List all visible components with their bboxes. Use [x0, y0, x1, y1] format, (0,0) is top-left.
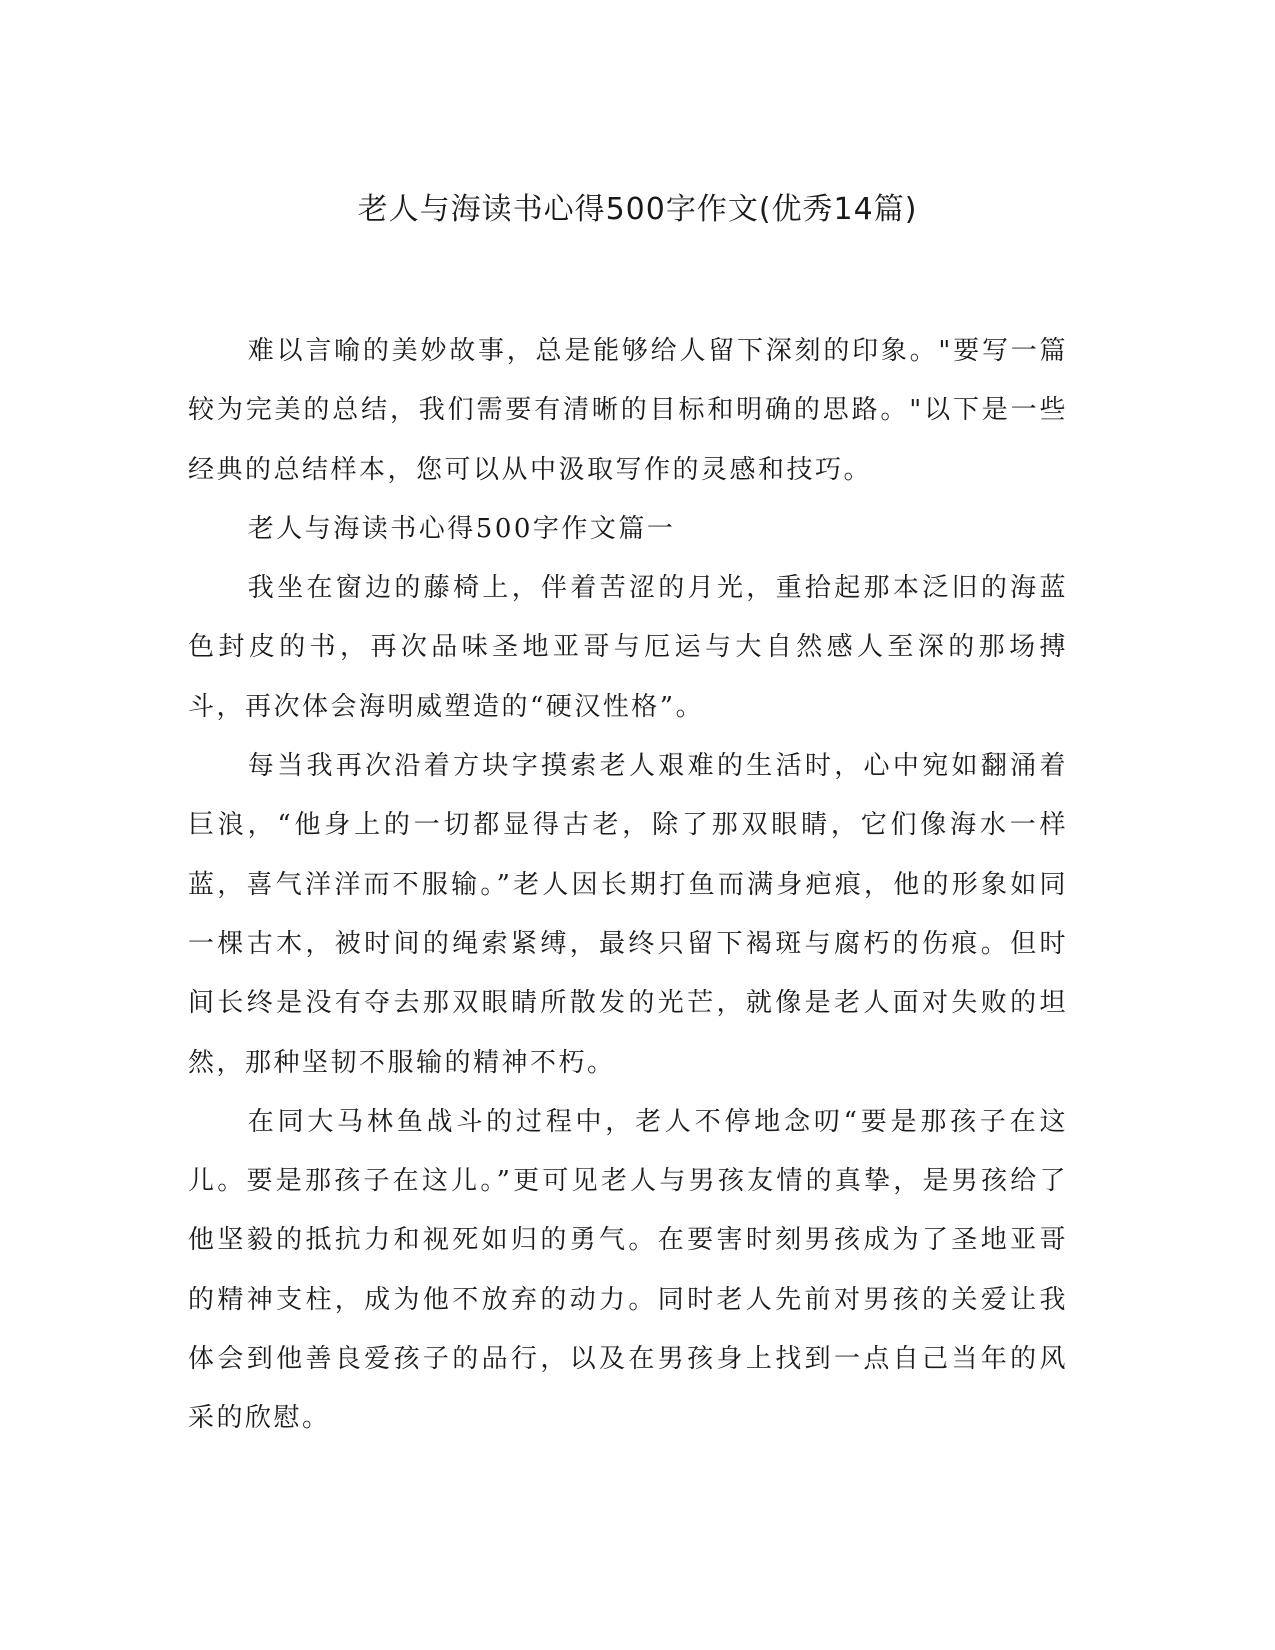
document-title: 老人与海读书心得500字作文(优秀14篇) — [357, 192, 918, 227]
section-heading: 老人与海读书心得500字作文篇一 — [247, 513, 676, 544]
body-paragraph: 我坐在窗边的藤椅上，伴着苦涩的月光，重拾起那本泛旧的海蓝色封皮的书，再次品味圣地亚哥与厄运与大自然感人至深的那场搏斗，再次体会海明威塑造的“硬汉性格”。 — [188, 573, 1068, 722]
document-body — [188, 322, 1068, 1449]
intro-paragraph: 难以言喻的美妙故事，总是能够给人留下深刻的印象。"要写一篇较为完美的总结，我们需要有清晰的目标和明确的思路。"以下是一些经典的总结样本，您可以从中汲取写作的灵感和技巧。 — [188, 336, 1068, 485]
body-paragraph: 每当我再次沿着方块字摸索老人艰难的生活时，心中宛如翻涌着巨浪，“他身上的一切都显得古老，除了那双眼睛，它们像海水一样蓝，喜气洋洋而不服输。”老人因长期打鱼而满身疤痕，他的形象如同一棵古木，被时间的绳索紧缚，最终只留下褐斑与腐朽的伤痕。但时间长终是没有夺去那双眼睛所散发的光芒，就像是老人面对失败的坦然，那种坚韧不服输的精神不朽。 — [188, 751, 1068, 1078]
body-paragraph: 在同大马林鱼战斗的过程中，老人不停地念叨“要是那孩子在这儿。要是那孩子在这儿。”更可见老人与男孩友情的真挚，是男孩给了他坚毅的抵抗力和视死如归的勇气。在要害时刻男孩成为了圣地亚哥的精神支柱，成为他不放弃的动力。同时老人先前对男孩的关爱让我体会到他善良爱孩子的品行，以及在男孩身上找到一点自己当年的风采的欣慰。 — [188, 1106, 1068, 1434]
